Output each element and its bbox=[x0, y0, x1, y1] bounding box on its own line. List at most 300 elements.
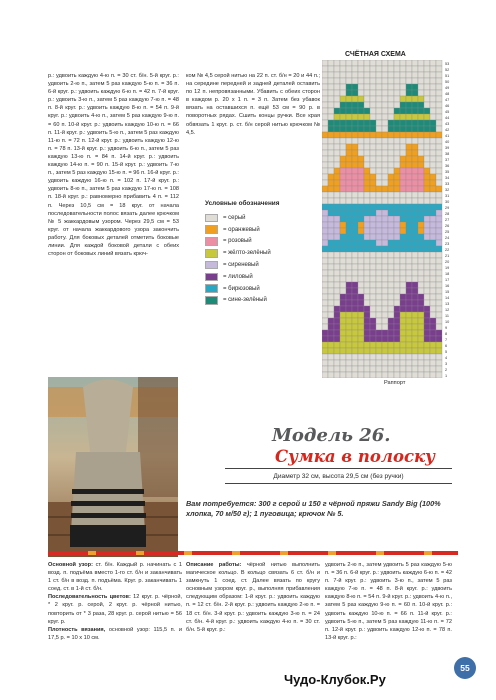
chart-cell bbox=[346, 324, 352, 330]
chart-cell bbox=[430, 216, 436, 222]
chart-cell bbox=[358, 180, 364, 186]
chart-cell bbox=[406, 300, 412, 306]
chart-cell bbox=[346, 192, 352, 198]
chart-cell bbox=[334, 234, 340, 240]
chart-cell bbox=[358, 114, 364, 120]
term-text: основной узор: 115,5 п. и 17,5 р. = 10 х 10 см. bbox=[48, 626, 182, 641]
chart-cell bbox=[328, 186, 334, 192]
chart-cell bbox=[376, 174, 382, 180]
chart-cell bbox=[382, 156, 388, 162]
rapport-label: Раппорт bbox=[384, 380, 406, 386]
chart-cell bbox=[352, 372, 358, 378]
chart-cell bbox=[358, 354, 364, 360]
chart-cell bbox=[406, 210, 412, 216]
chart-cell bbox=[358, 144, 364, 150]
chart-cell bbox=[358, 216, 364, 222]
chart-cell bbox=[328, 108, 334, 114]
model-title: Модель 26. bbox=[272, 425, 391, 446]
chart-cell bbox=[430, 126, 436, 132]
chart-cell bbox=[394, 276, 400, 282]
chart-cell bbox=[418, 342, 424, 348]
chart-cell bbox=[352, 216, 358, 222]
chart-cell bbox=[436, 324, 442, 330]
chart-cell bbox=[436, 96, 442, 102]
chart-cell bbox=[328, 354, 334, 360]
chart-cell bbox=[370, 258, 376, 264]
chart-cell bbox=[352, 198, 358, 204]
chart-cell bbox=[424, 156, 430, 162]
chart-cell bbox=[334, 258, 340, 264]
row-number: 39 bbox=[445, 146, 450, 150]
chart-cell bbox=[394, 366, 400, 372]
chart-cell bbox=[412, 276, 418, 282]
chart-cell bbox=[412, 354, 418, 360]
chart-cell bbox=[346, 294, 352, 300]
chart-cell bbox=[436, 186, 442, 192]
row-number: 24 bbox=[445, 236, 450, 240]
row-number: 16 bbox=[445, 284, 450, 288]
chart-cell bbox=[394, 222, 400, 228]
chart-cell bbox=[370, 372, 376, 378]
chart-cell bbox=[406, 366, 412, 372]
chart-cell bbox=[358, 60, 364, 66]
chart-cell bbox=[376, 204, 382, 210]
chart-cell bbox=[382, 198, 388, 204]
chart-cell bbox=[346, 144, 352, 150]
chart-cell bbox=[418, 234, 424, 240]
chart-cell bbox=[430, 372, 436, 378]
chart-cell bbox=[370, 330, 376, 336]
chart-cell bbox=[352, 144, 358, 150]
chart-cell bbox=[370, 168, 376, 174]
chart-cell bbox=[334, 204, 340, 210]
chart-cell bbox=[382, 300, 388, 306]
chart-cell bbox=[394, 138, 400, 144]
chart-cell bbox=[418, 270, 424, 276]
chart-cell bbox=[358, 138, 364, 144]
chart-cell bbox=[412, 210, 418, 216]
chart-cell bbox=[394, 108, 400, 114]
chart-cell bbox=[400, 240, 406, 246]
chart-cell bbox=[364, 132, 370, 138]
chart-cell bbox=[352, 360, 358, 366]
chart-cell bbox=[388, 348, 394, 354]
chart-cell bbox=[430, 204, 436, 210]
chart-cell bbox=[370, 252, 376, 258]
chart-cell bbox=[340, 72, 346, 78]
chart-cell bbox=[424, 258, 430, 264]
chart-cell bbox=[322, 282, 328, 288]
chart-cell bbox=[436, 120, 442, 126]
chart-cell bbox=[424, 228, 430, 234]
chart-cell bbox=[358, 168, 364, 174]
chart-cell bbox=[328, 366, 334, 372]
chart-cell bbox=[352, 186, 358, 192]
chart-cell bbox=[436, 192, 442, 198]
chart-cell bbox=[376, 162, 382, 168]
chart-cell bbox=[370, 102, 376, 108]
chart-cell bbox=[394, 312, 400, 318]
chart-cell bbox=[412, 240, 418, 246]
chart-cell bbox=[394, 294, 400, 300]
chart-cell bbox=[412, 114, 418, 120]
chart-cell bbox=[328, 198, 334, 204]
chart-cell bbox=[436, 282, 442, 288]
chart-cell bbox=[406, 108, 412, 114]
legend-label: = серый bbox=[223, 214, 246, 221]
chart-cell bbox=[436, 258, 442, 264]
chart-cell bbox=[322, 324, 328, 330]
chart-cell bbox=[412, 294, 418, 300]
chart-cell bbox=[412, 264, 418, 270]
chart-cell bbox=[400, 300, 406, 306]
row-number: 51 bbox=[445, 74, 450, 78]
chart-cell bbox=[430, 366, 436, 372]
chart-cell bbox=[322, 366, 328, 372]
section-divider bbox=[48, 551, 458, 555]
chart-cell bbox=[412, 360, 418, 366]
chart-cell bbox=[346, 96, 352, 102]
chart-cell bbox=[412, 72, 418, 78]
chart-cell bbox=[406, 258, 412, 264]
row-number: 7 bbox=[445, 338, 448, 342]
chart-cell bbox=[340, 84, 346, 90]
chart-cell bbox=[400, 192, 406, 198]
chart-cell bbox=[394, 150, 400, 156]
chart-cell bbox=[430, 180, 436, 186]
row-number: 37 bbox=[445, 158, 450, 162]
chart-cell bbox=[328, 66, 334, 72]
chart-cell bbox=[436, 150, 442, 156]
chart-cell bbox=[322, 90, 328, 96]
chart-cell bbox=[364, 330, 370, 336]
chart-cell bbox=[406, 360, 412, 366]
chart-cell bbox=[382, 138, 388, 144]
chart-cell bbox=[406, 186, 412, 192]
chart-cell bbox=[406, 270, 412, 276]
chart-cell bbox=[364, 204, 370, 210]
chart-cell bbox=[352, 234, 358, 240]
chart-cell bbox=[406, 180, 412, 186]
chart-cell bbox=[400, 162, 406, 168]
chart-cell bbox=[430, 324, 436, 330]
chart-cell bbox=[346, 246, 352, 252]
chart-cell bbox=[412, 84, 418, 90]
chart-cell bbox=[340, 348, 346, 354]
chart-cell bbox=[406, 120, 412, 126]
chart-cell bbox=[346, 60, 352, 66]
chart-cell bbox=[376, 192, 382, 198]
chart-cell bbox=[400, 180, 406, 186]
chart-cell bbox=[346, 282, 352, 288]
chart-cell bbox=[406, 252, 412, 258]
chart-cell bbox=[370, 96, 376, 102]
chart-cell bbox=[382, 252, 388, 258]
chart-cell bbox=[406, 78, 412, 84]
chart-cell bbox=[394, 354, 400, 360]
chart-cell bbox=[424, 96, 430, 102]
chart-cell bbox=[394, 144, 400, 150]
chart-cell bbox=[382, 306, 388, 312]
chart-cell bbox=[352, 84, 358, 90]
chart-cell bbox=[328, 150, 334, 156]
chart-cell bbox=[322, 234, 328, 240]
chart-cell bbox=[436, 132, 442, 138]
chart-cell bbox=[406, 324, 412, 330]
chart-cell bbox=[412, 324, 418, 330]
chart-cell bbox=[340, 186, 346, 192]
chart-cell bbox=[364, 276, 370, 282]
row-number: 23 bbox=[445, 242, 450, 246]
chart-cell bbox=[328, 234, 334, 240]
chart-cell bbox=[346, 174, 352, 180]
chart-cell bbox=[436, 216, 442, 222]
chart-cell bbox=[346, 66, 352, 72]
chart-cell bbox=[436, 252, 442, 258]
chart-cell bbox=[370, 198, 376, 204]
chart-cell bbox=[352, 366, 358, 372]
chart-cell bbox=[340, 306, 346, 312]
chart-cell bbox=[418, 102, 424, 108]
chart-cell bbox=[388, 66, 394, 72]
chart-cell bbox=[382, 276, 388, 282]
chart-cell bbox=[388, 246, 394, 252]
term: Плотность вязания, bbox=[48, 626, 106, 633]
chart-cell bbox=[334, 366, 340, 372]
chart-cell bbox=[400, 204, 406, 210]
chart-cell bbox=[400, 132, 406, 138]
chart-cell bbox=[430, 168, 436, 174]
chart-cell bbox=[370, 108, 376, 114]
chart-cell bbox=[424, 276, 430, 282]
chart-cell bbox=[340, 366, 346, 372]
chart-cell bbox=[352, 354, 358, 360]
chart-cell bbox=[376, 270, 382, 276]
chart-cell bbox=[364, 336, 370, 342]
row-number: 11 bbox=[445, 314, 449, 318]
chart-cell bbox=[406, 96, 412, 102]
chart-cell bbox=[436, 84, 442, 90]
counting-chart bbox=[322, 60, 454, 378]
chart-cell bbox=[436, 174, 442, 180]
chart-cell bbox=[382, 72, 388, 78]
chart-cell bbox=[364, 78, 370, 84]
chart-cell bbox=[370, 216, 376, 222]
chart-cell bbox=[406, 72, 412, 78]
chart-cell bbox=[418, 252, 424, 258]
chart-cell bbox=[382, 150, 388, 156]
chart-cell bbox=[358, 108, 364, 114]
pattern-paragraph bbox=[48, 626, 182, 642]
legend-swatch bbox=[205, 225, 218, 234]
chart-cell bbox=[334, 348, 340, 354]
chart-cell bbox=[328, 264, 334, 270]
chart-cell bbox=[412, 156, 418, 162]
chart-cell bbox=[376, 372, 382, 378]
chart-cell bbox=[424, 354, 430, 360]
chart-cell bbox=[358, 306, 364, 312]
chart-cell bbox=[412, 234, 418, 240]
chart-cell bbox=[436, 114, 442, 120]
chart-cell bbox=[412, 288, 418, 294]
chart-cell bbox=[370, 90, 376, 96]
chart-cell bbox=[370, 306, 376, 312]
chart-cell bbox=[412, 348, 418, 354]
chart-cell bbox=[400, 342, 406, 348]
chart-cell bbox=[436, 156, 442, 162]
chart-cell bbox=[370, 318, 376, 324]
chart-cell bbox=[394, 216, 400, 222]
chart-cell bbox=[394, 246, 400, 252]
chart-cell bbox=[334, 144, 340, 150]
chart-cell bbox=[322, 162, 328, 168]
chart-cell bbox=[388, 72, 394, 78]
chart-cell bbox=[406, 204, 412, 210]
chart-cell bbox=[430, 240, 436, 246]
chart-cell bbox=[376, 168, 382, 174]
chart-cell bbox=[400, 324, 406, 330]
chart-cell bbox=[382, 336, 388, 342]
chart-cell bbox=[436, 198, 442, 204]
chart-cell bbox=[436, 210, 442, 216]
chart-cell bbox=[418, 330, 424, 336]
chart-cell bbox=[376, 288, 382, 294]
chart-cell bbox=[364, 228, 370, 234]
chart-cell bbox=[376, 96, 382, 102]
chart-cell bbox=[412, 216, 418, 222]
chart-cell bbox=[346, 306, 352, 312]
chart-cell bbox=[376, 366, 382, 372]
chart-cell bbox=[424, 66, 430, 72]
chart-cell bbox=[418, 222, 424, 228]
chart-cell bbox=[370, 66, 376, 72]
chart-cell bbox=[388, 240, 394, 246]
chart-cell bbox=[400, 360, 406, 366]
row-number: 14 bbox=[445, 296, 450, 300]
chart-cell bbox=[436, 102, 442, 108]
chart-cell bbox=[322, 192, 328, 198]
chart-cell bbox=[358, 150, 364, 156]
chart-cell bbox=[364, 222, 370, 228]
chart-cell bbox=[352, 252, 358, 258]
chart-cell bbox=[376, 60, 382, 66]
chart-cell bbox=[424, 264, 430, 270]
chart-cell bbox=[328, 90, 334, 96]
chart-cell bbox=[388, 90, 394, 96]
chart-cell bbox=[388, 222, 394, 228]
chart-cell bbox=[364, 198, 370, 204]
row-number: 32 bbox=[445, 188, 450, 192]
chart-cell bbox=[322, 174, 328, 180]
chart-cell bbox=[328, 246, 334, 252]
chart-cell bbox=[352, 156, 358, 162]
legend-item bbox=[205, 212, 315, 224]
chart-cell bbox=[358, 78, 364, 84]
chart-cell bbox=[424, 288, 430, 294]
chart-cell bbox=[412, 366, 418, 372]
chart-cell bbox=[418, 306, 424, 312]
chart-cell bbox=[406, 354, 412, 360]
row-number: 22 bbox=[445, 248, 450, 252]
chart-cell bbox=[394, 60, 400, 66]
legend-label: = жёлто-зелёный bbox=[223, 250, 271, 257]
chart-cell bbox=[340, 108, 346, 114]
chart-cell bbox=[400, 222, 406, 228]
row-number: 47 bbox=[445, 98, 450, 102]
chart-cell bbox=[340, 330, 346, 336]
chart-cell bbox=[376, 132, 382, 138]
chart-cell bbox=[412, 180, 418, 186]
chart-cell bbox=[388, 186, 394, 192]
chart-cell bbox=[370, 312, 376, 318]
chart-cell bbox=[358, 288, 364, 294]
chart-cell bbox=[370, 222, 376, 228]
chart-cell bbox=[436, 306, 442, 312]
chart-cell bbox=[388, 276, 394, 282]
chart-cell bbox=[400, 270, 406, 276]
chart-cell bbox=[424, 174, 430, 180]
instructions-column-3 bbox=[48, 561, 182, 642]
chart-cell bbox=[382, 210, 388, 216]
chart-cell bbox=[328, 222, 334, 228]
chart-cell bbox=[346, 186, 352, 192]
chart-cell bbox=[340, 294, 346, 300]
chart-cell bbox=[346, 138, 352, 144]
chart-cell bbox=[406, 138, 412, 144]
chart-cell bbox=[334, 60, 340, 66]
chart-cell bbox=[412, 192, 418, 198]
row-number: 48 bbox=[445, 92, 450, 96]
chart-cell bbox=[358, 264, 364, 270]
chart-cell bbox=[340, 252, 346, 258]
chart-cell bbox=[334, 300, 340, 306]
chart-cell bbox=[334, 156, 340, 162]
chart-cell bbox=[388, 174, 394, 180]
chart-cell bbox=[334, 168, 340, 174]
chart-cell bbox=[424, 198, 430, 204]
chart-cell bbox=[394, 90, 400, 96]
chart-cell bbox=[340, 288, 346, 294]
row-number: 44 bbox=[445, 116, 450, 120]
chart-cell bbox=[334, 342, 340, 348]
chart-cell bbox=[322, 288, 328, 294]
chart-cell bbox=[364, 90, 370, 96]
chart-cell bbox=[418, 78, 424, 84]
chart-cell bbox=[382, 372, 388, 378]
chart-cell bbox=[430, 270, 436, 276]
chart-cell bbox=[412, 168, 418, 174]
chart-cell bbox=[334, 180, 340, 186]
chart-cell bbox=[412, 126, 418, 132]
chart-cell bbox=[328, 294, 334, 300]
chart-cell bbox=[400, 138, 406, 144]
term: Описание работы: bbox=[186, 562, 242, 568]
chart-cell bbox=[430, 102, 436, 108]
chart-cell bbox=[388, 114, 394, 120]
row-number: 18 bbox=[445, 272, 450, 276]
chart-cell bbox=[406, 156, 412, 162]
chart-cell bbox=[370, 84, 376, 90]
chart-cell bbox=[322, 66, 328, 72]
chart-cell bbox=[328, 276, 334, 282]
chart-cell bbox=[346, 270, 352, 276]
chart-cell bbox=[322, 138, 328, 144]
chart-cell bbox=[322, 114, 328, 120]
chart-cell bbox=[340, 342, 346, 348]
chart-cell bbox=[334, 354, 340, 360]
row-number: 41 bbox=[445, 134, 450, 138]
chart-cell bbox=[364, 216, 370, 222]
